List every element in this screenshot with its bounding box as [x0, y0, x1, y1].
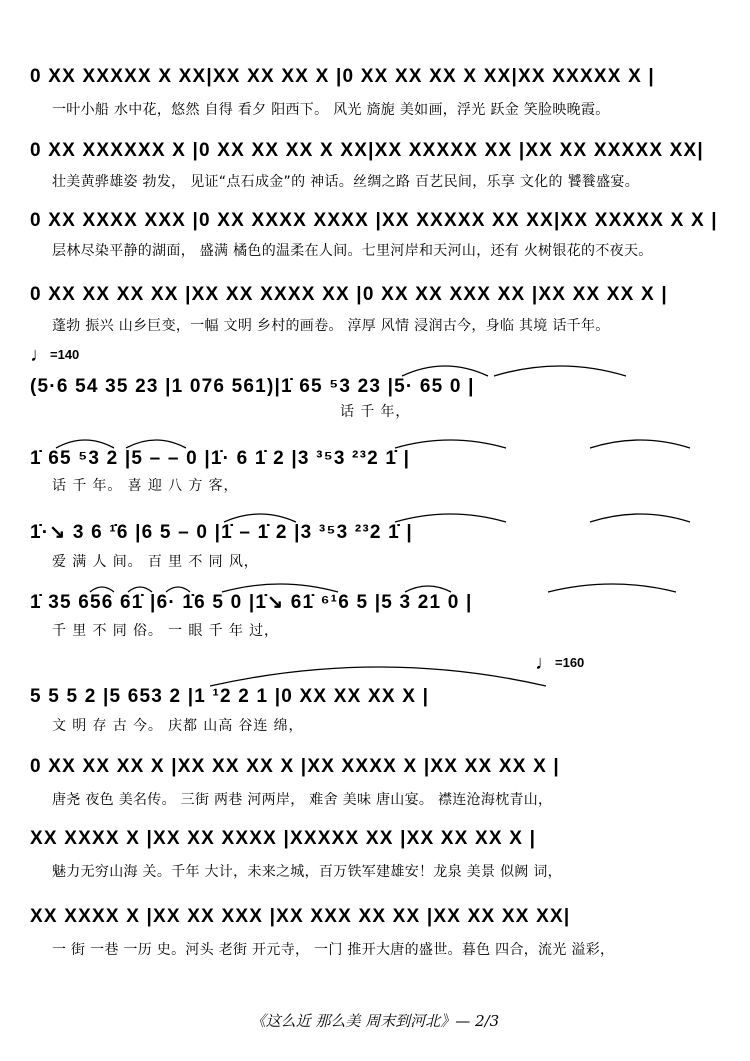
notation-line-6: 1̇ 65 ⁵3 2 |5 – – 0 |1̇· 6 1̇ 2 |3 ³⁵3 ²³2 1̇ |: [30, 448, 411, 469]
notation-line-4: 0 XX XX XX XX |XX XX XXXX XX |0 XX XX XXX XX |XX XX XX X |: [30, 284, 668, 305]
slur: [224, 514, 296, 522]
slur: [590, 514, 690, 522]
notation-line-7: 1̇·↘ 3 6 ¹̇6 |6 5 – 0 |1̇ – 1̇ 2 |3 ³⁵3 ²³2 1̇ |: [30, 522, 413, 543]
slur: [222, 584, 338, 592]
notation-line-10: 0 XX XX XX X |XX XX XX X |XX XXXX X |XX XX XX X |: [30, 756, 560, 777]
lyric-line-12: 一 街 一巷 一历 史。河头 老街 开元寺， 一门 推开大唐的盛世。暮色 四合，流光 溢彩，: [52, 942, 615, 958]
slur: [210, 667, 546, 686]
notation-line-9: 5 5 5 2 |5 653 2 |1 ¹2 2 1 |0 XX XX XX X |: [30, 686, 430, 707]
tempo-marking-140: ♩=140: [30, 344, 80, 366]
quarter-note-icon: ♩: [535, 652, 555, 674]
slur: [126, 440, 186, 448]
lyric-line-1: 一叶小船 水中花，悠然 自得 看夕 阳西下。 风光 旖旎 美如画，浮光 跃金 笑脸映晚霞。: [52, 102, 610, 118]
lyric-line-11: 魅力无穷山海 关。千年 大计，未来之城，百万铁军建雄安！龙泉 美景 似阙 词，: [52, 864, 562, 880]
notation-line-11: XX XXXX X |XX XX XXXX |XXXXX XX |XX XX XX X |: [30, 828, 537, 849]
slur: [590, 440, 690, 448]
slur: [395, 440, 506, 448]
page-footer: 《这么近 那么美 周末到河北》— 2/3: [250, 1012, 500, 1030]
notation-line-1: 0 XX XXXXX X XX|XX XX XX X |0 XX XX XX X XX|XX XXXXX X |: [30, 66, 655, 87]
lyric-line-3: 层林尽染平静的湖面， 盛满 橘色的温柔在人间。七里河岸和天河山，还有 火树银花的不夜天。: [52, 243, 653, 259]
slur: [548, 584, 676, 592]
notation-line-8: 1̇ 35 656 61̇ |6· 1̇6 5 0 |1̇↘ 61̇ ⁶¹6 5 |5 3 21 0 |: [30, 592, 473, 613]
lyric-line-4: 蓬勃 振兴 山乡巨变，一幅 文明 乡村的画卷。 淳厚 风情 浸润古今，身临 其境 话千年。: [52, 318, 610, 334]
slur: [402, 366, 488, 376]
tempo-marking-160: ♩=160: [535, 652, 585, 674]
lyric-line-7: 爱 满 人 间。 百 里 不 同 风，: [52, 554, 259, 570]
slur: [395, 514, 506, 522]
lyric-line-5: 话 千 年，: [340, 404, 411, 420]
quarter-note-icon: ♩: [30, 344, 50, 366]
slur: [56, 440, 114, 448]
lyric-line-6: 话 千 年。 喜 迎 八 方 客，: [52, 478, 239, 494]
notation-line-3: 0 XX XXXX XXX |0 XX XXXX XXXX |XX XXXXX XX XX|XX XXXXX X X |: [30, 210, 718, 231]
notation-line-5: (5·6 54 35 23 |1 076 561)|1̇ 65 ⁵3 23 |5· 65 0 |: [30, 376, 475, 397]
lyric-line-10: 唐尧 夜色 美名传。 三街 两巷 河两岸， 难舍 美味 唐山宴。 襟连沧海枕青山，: [52, 792, 553, 808]
lyric-line-9: 文 明 存 古 今。 庆都 山高 谷连 绵，: [52, 718, 304, 734]
lyric-line-8: 千 里 不 同 俗。 一 眼 千 年 过，: [52, 623, 279, 639]
notation-line-2: 0 XX XXXXXX X |0 XX XX XX X XX|XX XXXXX XX |XX XX XXXXX XX|: [30, 140, 704, 161]
notation-line-12: XX XXXX X |XX XX XXX |XX XXX XX XX |XX XX XX XX|: [30, 906, 571, 927]
lyric-line-2: 壮美黄骅雄姿 勃发， 见证“点石成金”的 神话。丝绸之路 百艺民间，乐享 文化的 饕餮盛宴。: [52, 174, 640, 190]
slur: [494, 366, 626, 376]
